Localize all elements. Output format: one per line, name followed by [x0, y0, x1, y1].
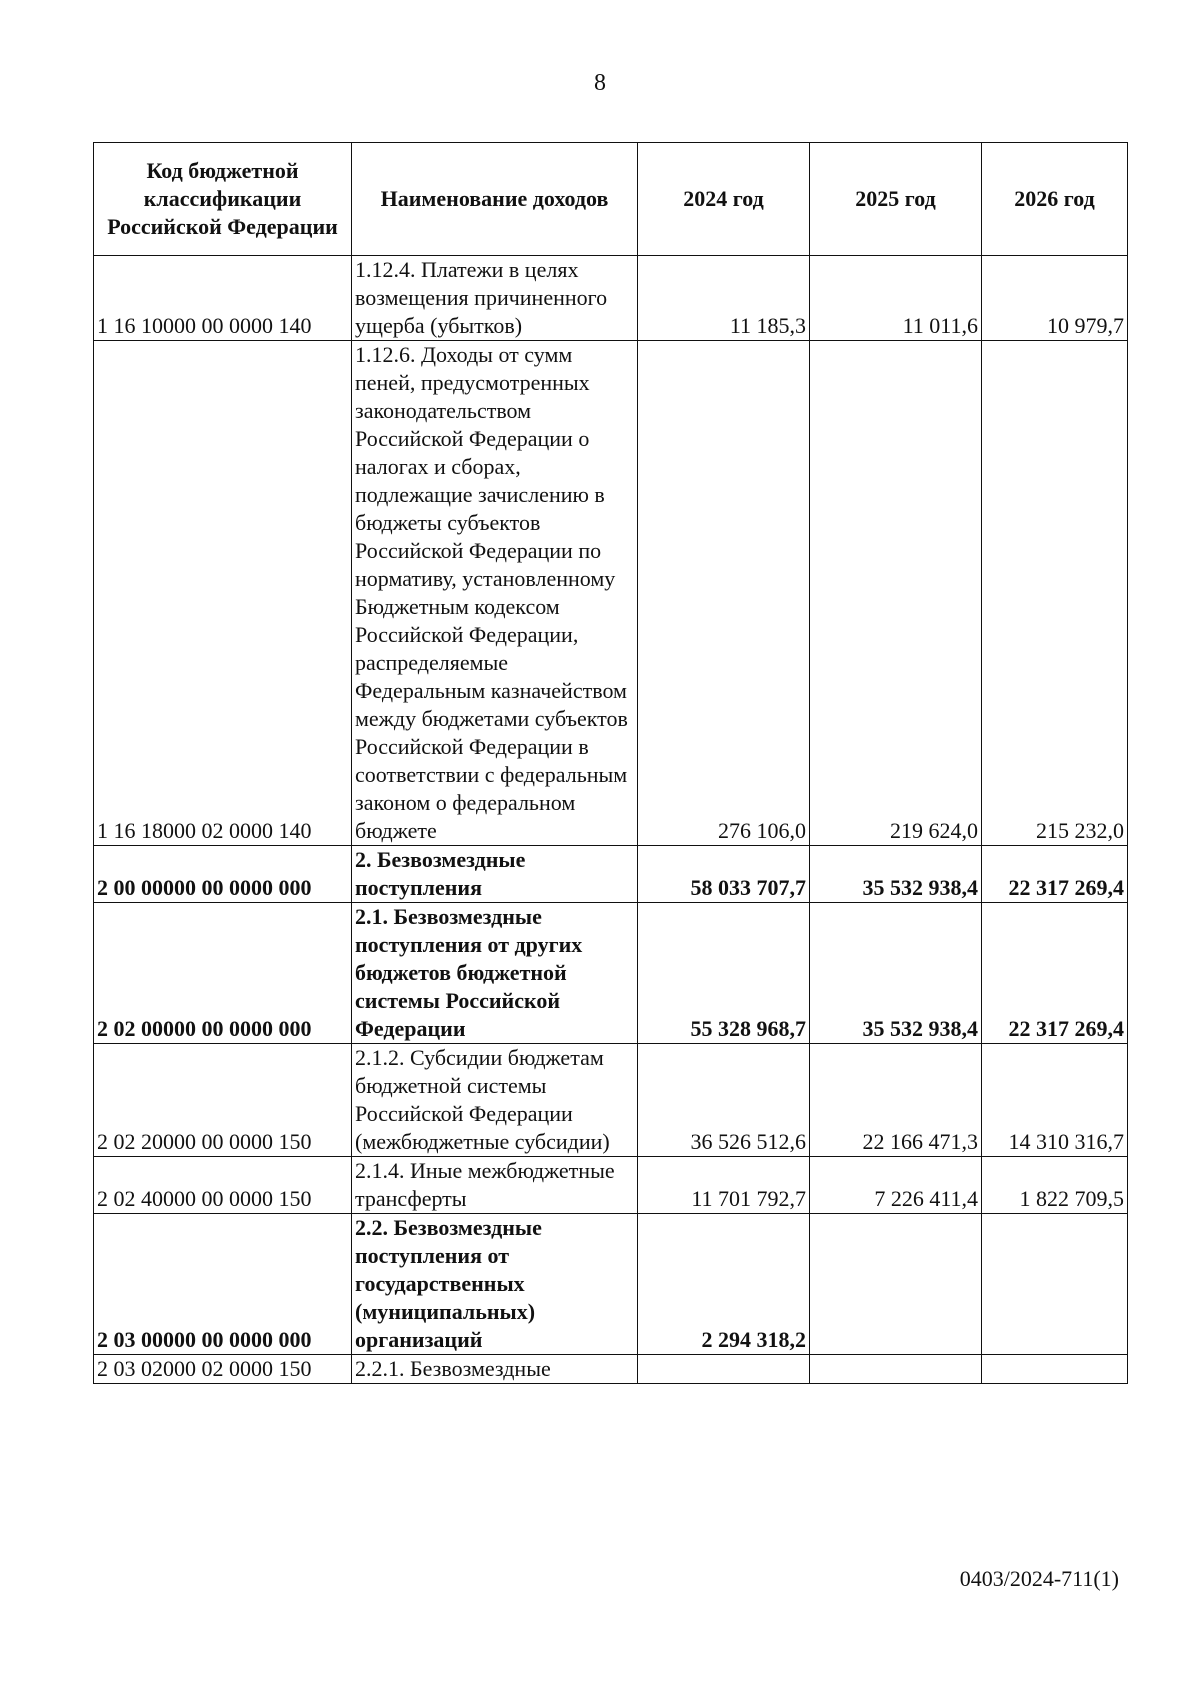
- row-value-2024: 2 294 318,2: [638, 1214, 810, 1355]
- row-value-2026: 215 232,0: [982, 341, 1128, 846]
- row-name: 2.1.2. Субсидии бюджетам бюджетной системы Российской Федерации (межбюджетные субсидии): [352, 1044, 638, 1157]
- row-value-2025: 11 011,6: [810, 256, 982, 341]
- header-name: Наименование доходов: [352, 143, 638, 256]
- row-value-2026: [982, 1214, 1128, 1355]
- row-code: 2 02 40000 00 0000 150: [94, 1157, 352, 1214]
- row-value-2025: 35 532 938,4: [810, 846, 982, 903]
- header-code: Код бюджетной классификации Российской Федерации: [94, 143, 352, 256]
- row-name: 2.1. Безвозмездные поступления от других бюджетов бюджетной системы Российской Федерации: [352, 903, 638, 1044]
- table-row: [94, 1355, 1128, 1384]
- row-code: 2 03 00000 00 0000 000: [94, 1214, 352, 1355]
- row-value-2025: 7 226 411,4: [810, 1157, 982, 1214]
- row-value-2026: 10 979,7: [982, 256, 1128, 341]
- page-number: 8: [594, 70, 606, 96]
- row-value-2024: [638, 1355, 810, 1384]
- table-row: [94, 1044, 1128, 1157]
- header-2026: 2026 год: [982, 143, 1128, 256]
- table-row: [94, 903, 1128, 1044]
- document-number: 0403/2024-711(1): [959, 1566, 1119, 1591]
- row-code: 1 16 18000 02 0000 140: [94, 341, 352, 846]
- row-value-2024: 11 185,3: [638, 256, 810, 341]
- row-value-2025: 219 624,0: [810, 341, 982, 846]
- table-row: [94, 341, 1128, 846]
- row-name: 2.1.4. Иные межбюджетные трансферты: [352, 1157, 638, 1214]
- row-value-2025: 35 532 938,4: [810, 903, 982, 1044]
- row-value-2024: 55 328 968,7: [638, 903, 810, 1044]
- row-name: 2.2.1. Безвозмездные: [352, 1355, 638, 1384]
- row-value-2026: 22 317 269,4: [982, 846, 1128, 903]
- row-code: 2 03 02000 02 0000 150: [94, 1355, 352, 1384]
- row-name: 1.12.4. Платежи в целях возмещения причиненного ущерба (убытков): [352, 256, 638, 341]
- table-header-row: [94, 143, 1128, 256]
- header-2025: 2025 год: [810, 143, 982, 256]
- row-code: 2 02 00000 00 0000 000: [94, 903, 352, 1044]
- table-row: [94, 1214, 1128, 1355]
- row-value-2024: 36 526 512,6: [638, 1044, 810, 1157]
- row-name: 2.2. Безвозмездные поступления от государственных (муниципальных) организаций: [352, 1214, 638, 1355]
- row-value-2024: 276 106,0: [638, 341, 810, 846]
- revenue-table: [93, 142, 1128, 1384]
- header-2024: 2024 год: [638, 143, 810, 256]
- row-code: 2 00 00000 00 0000 000: [94, 846, 352, 903]
- row-value-2024: 58 033 707,7: [638, 846, 810, 903]
- table-row: [94, 1157, 1128, 1214]
- row-value-2025: [810, 1214, 982, 1355]
- row-code: 2 02 20000 00 0000 150: [94, 1044, 352, 1157]
- row-value-2026: [982, 1355, 1128, 1384]
- table-row: [94, 846, 1128, 903]
- row-value-2025: [810, 1355, 982, 1384]
- row-value-2026: 1 822 709,5: [982, 1157, 1128, 1214]
- row-name: 1.12.6. Доходы от сумм пеней, предусмотренных законодательством Российской Федерации о налогах и сборах, подлежащие зачислению в бюджеты субъектов Российской Федерации по нормативу, установленному Бюджетным кодексом Российской Федерации, распределяемые Федеральным казначейством между бюджетами субъектов Российской Федерации в соответствии с федеральным законом о федеральном бюджете: [352, 341, 638, 846]
- row-value-2026: 14 310 316,7: [982, 1044, 1128, 1157]
- row-value-2025: 22 166 471,3: [810, 1044, 982, 1157]
- row-value-2026: 22 317 269,4: [982, 903, 1128, 1044]
- row-code: 1 16 10000 00 0000 140: [94, 256, 352, 341]
- row-name: 2. Безвозмездные поступления: [352, 846, 638, 903]
- table-row: [94, 256, 1128, 341]
- row-value-2024: 11 701 792,7: [638, 1157, 810, 1214]
